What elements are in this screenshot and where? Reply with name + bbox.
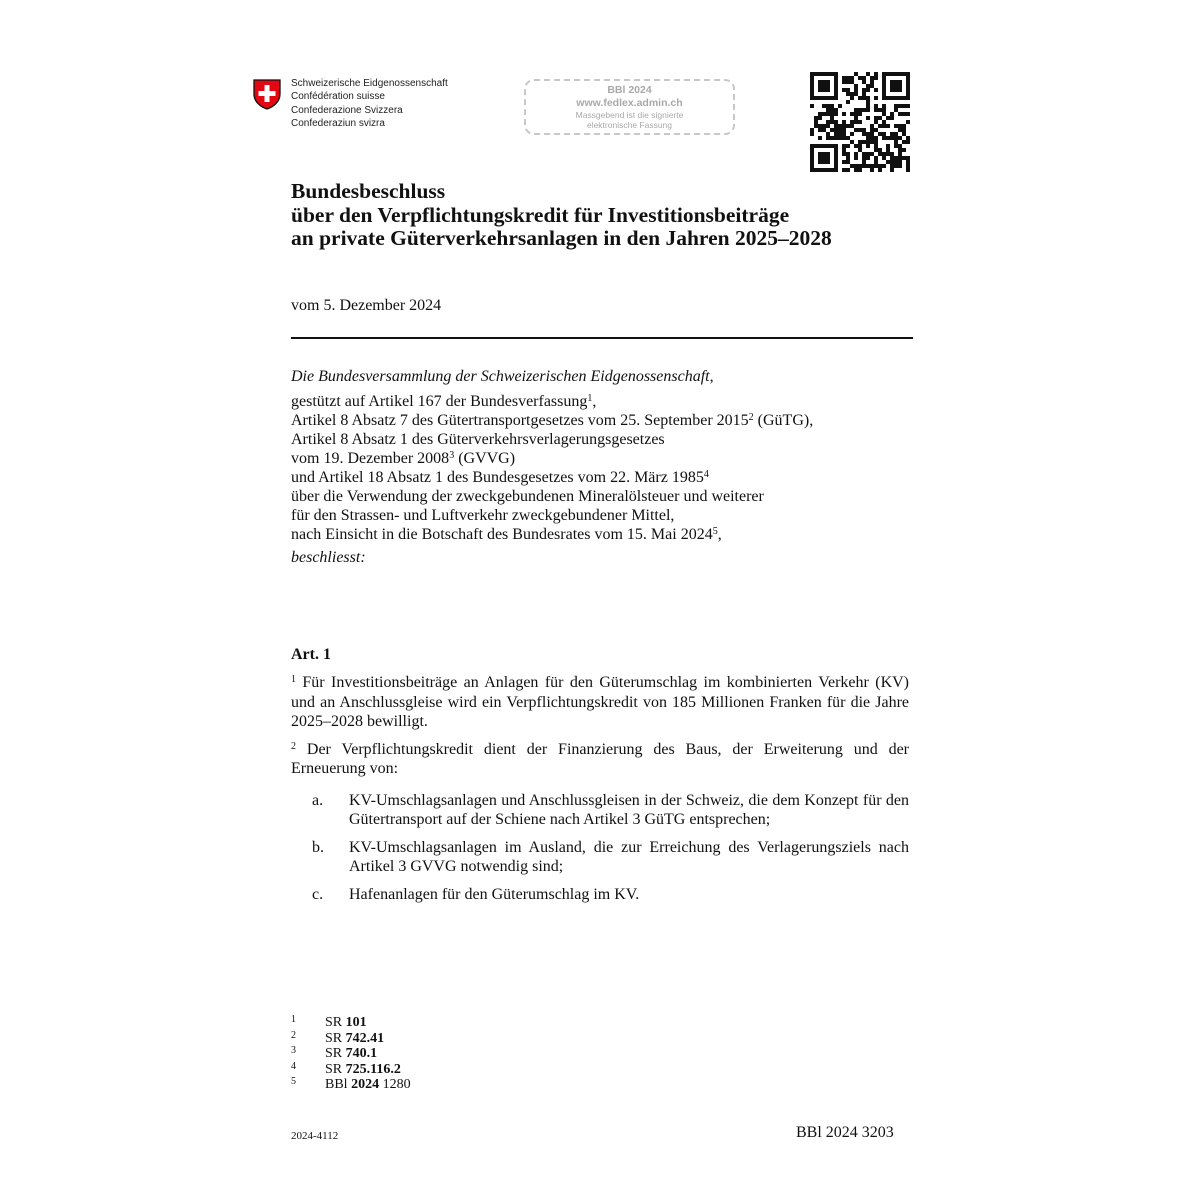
article-heading: Art. 1 [291, 646, 331, 663]
page-reference: BBl 2024 3203 [796, 1124, 894, 1141]
confederation-name-it: Confederazione Svizzera [291, 104, 403, 116]
confederation-names [291, 77, 448, 130]
preamble-line: über die Verwendung der zweckgebundenen Mineralölsteuer und weiterer [291, 488, 764, 505]
preamble-line: nach Einsicht in die Botschaft des Bundesrates vom 15. Mai 2024$^5$, [291, 526, 722, 543]
footnote: 2 SR 742.41 [291, 1029, 385, 1046]
footnote: 5 BBl 2024 1280 [291, 1076, 411, 1093]
swiss-cross-icon [252, 78, 282, 110]
article-list [291, 791, 909, 905]
article-body [291, 673, 909, 912]
footnote-ref[interactable]: 5 [712, 526, 718, 537]
preamble [291, 367, 913, 567]
list-item-label: a. [312, 791, 324, 809]
list-item: a. KV-Umschlagsanlagen und Anschlussgleisen in der Schweiz, die dem Konzept für den Gütertransport auf der Schiene nach Artikel 3 GüTG entsprechen; [312, 791, 909, 828]
confederation-name-de: Schweizerische Eidgenossenschaft [291, 78, 448, 89]
confederation-name-fr: Confédération suisse [291, 91, 385, 103]
stamp-line-1: BBl 2024 [607, 84, 652, 96]
document-number: 2024-4112 [291, 1130, 339, 1142]
preamble-line: für den Strassen- und Luftverkehr zweckgebundener Mittel, [291, 507, 675, 524]
preamble-line: Artikel 8 Absatz 7 des Gütertransportgesetzes vom 25. September 2015$^2$ (GüTG), [291, 412, 814, 429]
preamble-line: und Artikel 18 Absatz 1 des Bundesgesetzes vom 22. März 1985$^4$ [291, 469, 709, 486]
official-stamp [524, 79, 735, 135]
article-paragraph-2: $^2$ Der Verpflichtungskredit dient der Finanzierung des Baus, der Erweiterung und der Erneuerung von: [291, 740, 910, 777]
confederation-name-rm: Confederaziun svizra [291, 117, 385, 129]
footnote-ref[interactable]: 1 [587, 393, 593, 404]
document-title [291, 180, 832, 251]
title-line-2: über den Verpflichtungskredit für Investitionsbeiträge [291, 202, 790, 227]
footnote-ref[interactable]: 2 [748, 412, 754, 423]
title-divider [291, 337, 913, 339]
list-item: c. Hafenanlagen für den Güterumschlag im KV. [312, 885, 640, 903]
paragraph-number: 1 [291, 674, 296, 685]
stamp-line-4: elektronische Fassung [586, 120, 673, 130]
preamble-line: gestützt auf Artikel 167 der Bundesverfassung$^1$, [291, 393, 597, 410]
title-line-3: an private Güterverkehrsanlagen in den Jahren 2025–2028 [291, 226, 832, 250]
footnotes [291, 1015, 411, 1093]
article-paragraph-1: $^1$ Für Investitionsbeiträge an Anlagen für den Güterumschlag im kombinierten Verkehr (KV) und an Anschlussgleise wird ein Verpflichtungskredit von 185 Millionen Franken für die Jahre 2025–2028 bewilligt. [291, 674, 910, 730]
footnote: 3 SR 740.1 [291, 1045, 378, 1062]
list-item-label: c. [312, 885, 324, 903]
qr-code-icon [810, 72, 910, 172]
preamble-intro: Die Bundesversammlung der Schweizerischen Eidgenossenschaft, [291, 368, 714, 385]
paragraph-number: 2 [291, 740, 296, 752]
document-date: vom 5. Dezember 2024 [291, 297, 442, 314]
stamp-line-2: www.fedlex.admin.ch [576, 97, 683, 109]
footnote-ref[interactable]: 3 [449, 450, 455, 461]
footnote: 1 SR 101 [291, 1014, 367, 1030]
preamble-line: vom 19. Dezember 2008$^3$ (GVVG) [291, 450, 516, 467]
preamble-line: Artikel 8 Absatz 1 des Güterverkehrsverlagerungsgesetzes [291, 431, 665, 448]
list-item-label: b. [312, 838, 324, 856]
stamp-line-3: Massgebend ist die signierte [575, 110, 684, 120]
list-item: b. KV-Umschlagsanlagen im Ausland, die zur Erreichung des Verlagerungsziels nach Artikel 3 GVVG notwendig sind; [312, 838, 909, 875]
footnote-ref[interactable]: 4 [703, 469, 709, 480]
preamble-decides: beschliesst: [291, 549, 366, 566]
title-line-1: Bundesbeschluss [291, 179, 446, 203]
footnote: 4 SR 725.116.2 [291, 1060, 401, 1077]
